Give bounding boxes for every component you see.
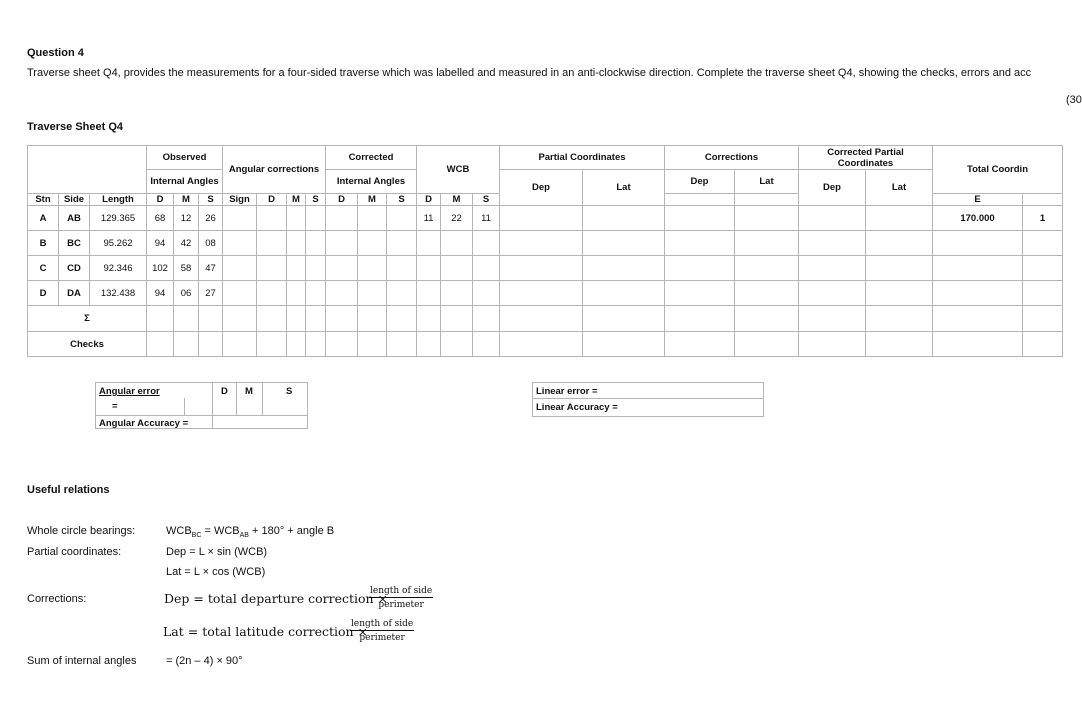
checks-label: Checks [28,332,147,357]
cell-wcb-d: 11 [417,206,441,231]
cell-n [1023,281,1063,306]
col-corr-m: M [287,194,306,206]
empty-cell [735,281,799,306]
empty-cell [223,281,257,306]
empty-cell [665,231,735,256]
lat-fraction-denominator: perimeter [359,633,405,643]
dep-formula: Dep = L × sin (WCB) [166,546,268,558]
corrections-lat-header: Lat [735,170,799,194]
cell-n [1023,256,1063,281]
angular-error-label: Angular error [99,386,160,397]
useful-relations-title: Useful relations [27,484,110,496]
observed-internal-angles-header: Internal Angles [147,170,223,194]
empty-cell [306,231,326,256]
col-wcb-s: S [473,194,500,206]
empty-cell [387,281,417,306]
empty-cell [866,256,933,281]
cell-d: 94 [147,231,174,256]
partial-coordinates-label: Partial coordinates: [27,546,122,558]
partial-coordinates-header: Partial Coordinates [500,146,665,170]
sheet-title: Traverse Sheet Q4 [27,121,124,133]
angular-error-d: D [221,386,228,397]
empty-cell [306,281,326,306]
empty-cell [583,231,665,256]
col-obs-s: S [199,194,223,206]
angular-error-equals: = [112,401,118,412]
corrected-lat-header: Lat [866,170,933,206]
cell-e: 170.000 [933,206,1023,231]
empty-cell [387,206,417,231]
cell-side: BC [59,231,90,256]
cell-stn: B [28,231,59,256]
cell-e [933,256,1023,281]
cell-wcb-d [417,256,441,281]
empty-cell [799,281,866,306]
cell-s: 47 [199,256,223,281]
empty-cell [387,231,417,256]
observed-header: Observed [147,146,223,170]
angular-error-box [95,382,308,429]
table-row [28,231,1063,256]
col-int-s: S [387,194,417,206]
dep-correction-formula: Dep = total departure correction × [164,591,389,606]
sigma-label: Σ [28,306,147,332]
traverse-table [27,145,1063,357]
empty-cell [500,281,583,306]
cell-n: 1 [1023,206,1063,231]
question-text: Traverse sheet Q4, provides the measurements for a four-sided traverse which was labelled and measured in an anti-clockwise direction. Complete the traverse sheet Q4, showing the checks, errors and acc [27,67,1032,79]
linear-error-box [532,382,764,417]
cell-wcb-s [473,256,500,281]
empty-cell [665,256,735,281]
cell-s: 27 [199,281,223,306]
cell-n [1023,231,1063,256]
dep-fraction-numerator: length of side [370,586,433,596]
wcb-header: WCB [417,146,500,194]
cell-side: AB [59,206,90,231]
corrections-dep-sub [665,194,735,206]
empty-cell [665,206,735,231]
cell-wcb-s [473,281,500,306]
cell-wcb-m [441,281,473,306]
partial-lat-header: Lat [583,170,665,206]
col-side: Side [59,194,90,206]
cell-side: CD [59,256,90,281]
empty-cell [287,281,306,306]
table-row [28,256,1063,281]
cell-s: 08 [199,231,223,256]
corrected-header: Corrected [326,146,417,170]
cell-stn: C [28,256,59,281]
empty-cell [735,231,799,256]
col-int-d: D [326,194,358,206]
empty-cell [500,231,583,256]
empty-cell [223,206,257,231]
lat-formula: Lat = L × cos (WCB) [166,566,266,578]
corrected-internal-angles-header: Internal Angles [326,170,417,194]
empty-cell [358,231,387,256]
table-row [28,206,1063,231]
corrected-partial-header: Corrected Partial Coordinates [799,146,933,170]
empty-cell [866,281,933,306]
col-obs-m: M [174,194,199,206]
wcb-label: Whole circle bearings: [27,525,136,537]
empty-cell [387,256,417,281]
empty-cell [583,256,665,281]
cell-d: 102 [147,256,174,281]
cell-s: 26 [199,206,223,231]
corrections-dep-header: Dep [665,170,735,194]
empty-cell [799,206,866,231]
wcb-formula: $WCB_{BC} = WCB_{AB} + 180^\circ$ + angle B [166,525,335,540]
dep-correction-fraction [369,586,433,610]
cell-length: 129.365 [90,206,147,231]
corrections-header: Corrections [665,146,799,170]
col-obs-d: D [147,194,174,206]
angular-corrections-header: Angular corrections [223,146,326,194]
empty-cell [306,206,326,231]
cell-length: 132.438 [90,281,147,306]
col-sign: Sign [223,194,257,206]
cell-m: 42 [174,231,199,256]
empty-cell [306,256,326,281]
empty-cell [326,281,358,306]
cell-wcb-m [441,231,473,256]
cell-stn: A [28,206,59,231]
col-total-n [1023,194,1063,206]
empty-cell [358,206,387,231]
empty-cell [500,206,583,231]
empty-cell [583,281,665,306]
cell-length: 92.346 [90,256,147,281]
question-title: Question 4 [27,47,84,59]
empty-cell [257,206,287,231]
cell-side: DA [59,281,90,306]
corrections-label: Corrections: [27,593,87,605]
lat-correction-formula: Lat = total latitude correction × [163,624,369,639]
empty-cell [287,256,306,281]
empty-cell [866,206,933,231]
empty-cell [326,206,358,231]
cell-wcb-d [417,231,441,256]
cell-wcb-s: 11 [473,206,500,231]
empty-cell [665,281,735,306]
col-int-m: M [358,194,387,206]
cell-d: 68 [147,206,174,231]
empty-cell [583,206,665,231]
cell-stn: D [28,281,59,306]
lat-correction-fraction [350,619,414,643]
stn-header-blank [28,146,147,194]
empty-cell [735,256,799,281]
total-coordinates-header: Total Coordin [933,146,1063,194]
cell-wcb-m [441,256,473,281]
empty-cell [799,256,866,281]
linear-error-label: Linear error = [536,386,598,397]
col-total-e: E [933,194,1023,206]
cell-wcb-m: 22 [441,206,473,231]
empty-cell [866,231,933,256]
sum-internal-angles-formula: = (2n – 4) × 90° [166,655,243,667]
empty-cell [358,281,387,306]
lat-fraction-numerator: length of side [351,619,414,629]
col-corr-s: S [306,194,326,206]
cell-m: 58 [174,256,199,281]
table-row [28,281,1063,306]
col-corr-d: D [257,194,287,206]
cell-length: 95.262 [90,231,147,256]
empty-cell [358,256,387,281]
empty-cell [223,231,257,256]
cell-m: 06 [174,281,199,306]
cell-m: 12 [174,206,199,231]
col-stn: Stn [28,194,59,206]
linear-accuracy-label: Linear Accuracy = [536,402,618,413]
question-marks: (30 [1066,94,1082,106]
empty-cell [257,231,287,256]
corrected-dep-header: Dep [799,170,866,206]
empty-cell [799,231,866,256]
angular-error-m: M [245,386,253,397]
empty-cell [326,231,358,256]
cell-e [933,281,1023,306]
cell-d: 94 [147,281,174,306]
dep-fraction-denominator: perimeter [378,600,424,610]
empty-cell [257,256,287,281]
col-wcb-m: M [441,194,473,206]
empty-cell [287,231,306,256]
col-length: Length [90,194,147,206]
empty-cell [257,281,287,306]
empty-cell [287,206,306,231]
empty-cell [500,256,583,281]
cell-e [933,231,1023,256]
angular-accuracy-label: Angular Accuracy = [99,418,189,429]
cell-wcb-s [473,231,500,256]
empty-cell [735,206,799,231]
angular-error-s: S [286,386,293,397]
partial-dep-header: Dep [500,170,583,206]
empty-cell [223,256,257,281]
col-wcb-d: D [417,194,441,206]
empty-cell [326,256,358,281]
cell-wcb-d [417,281,441,306]
corrections-lat-sub [735,194,799,206]
sum-internal-angles-label: Sum of internal angles [27,655,137,667]
